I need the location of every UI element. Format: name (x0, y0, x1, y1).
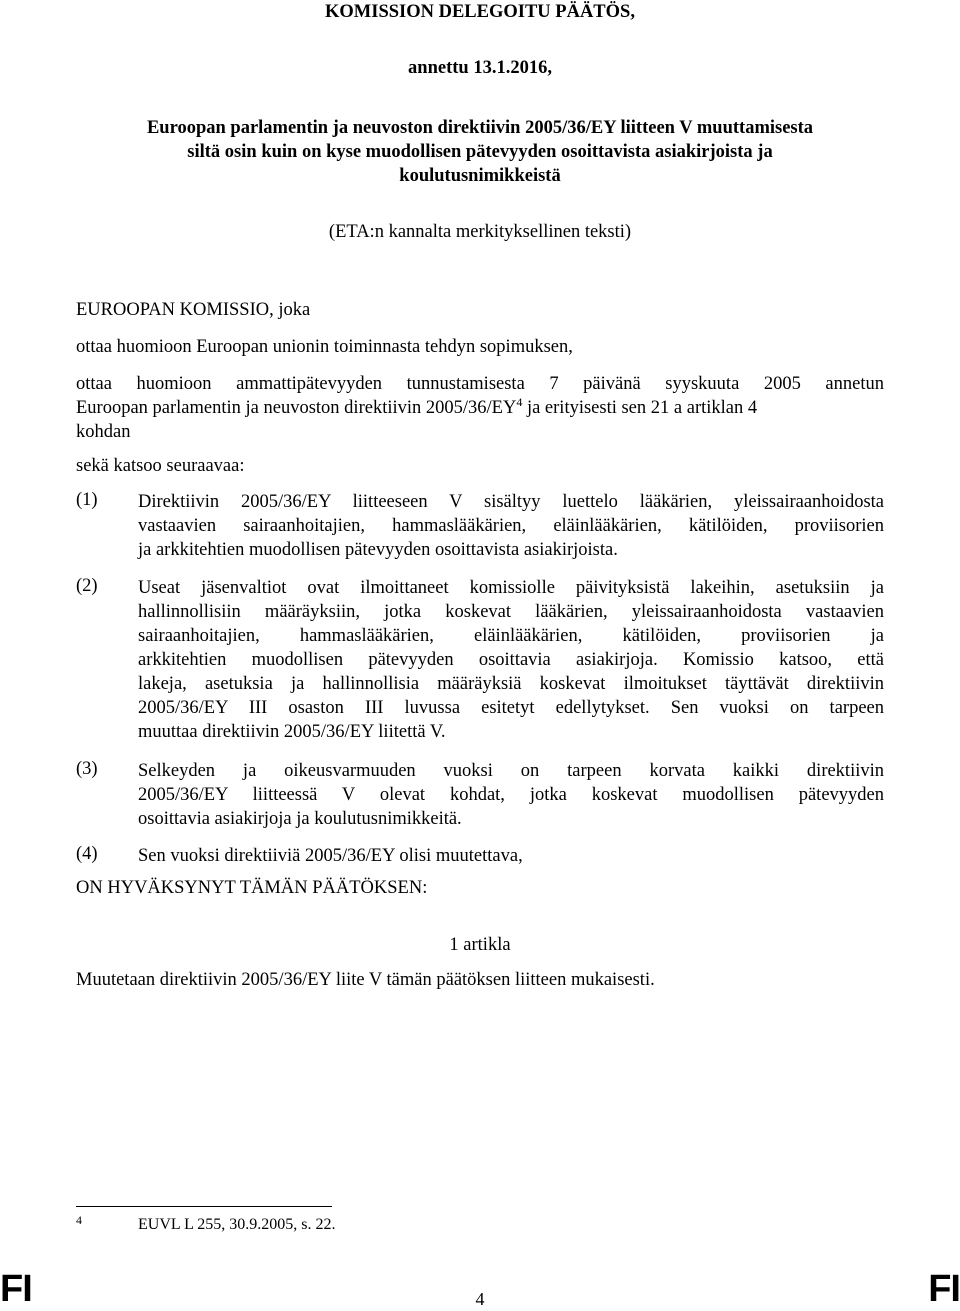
article-heading: 1 artikla (449, 935, 511, 955)
recital-3-line: osoittavia asiakirjoja ja koulutusnimikkeitä. (138, 809, 462, 829)
decision-date: annettu 13.1.2016, (408, 58, 552, 78)
footer-language-left: FI (0, 1268, 32, 1310)
recital-2-line: muuttaa direktiivin 2005/36/EY liitettä V. (138, 722, 446, 742)
recital-4-number: (4) (76, 844, 98, 864)
preamble-directive (76, 372, 884, 444)
recital-3-line: Selkeyden ja oikeusvarmuuden vuoksi on tarpeen korvata kaikki direktiivin (138, 761, 884, 781)
preamble-treaty: ottaa huomioon Euroopan unionin toiminnasta tehdyn sopimuksen, (76, 337, 573, 357)
subject-line-1: Euroopan parlamentin ja neuvoston direktiivin 2005/36/EY liitteen V muuttamisesta (146, 118, 814, 138)
recital-4-text (138, 844, 884, 868)
footer-language-right: FI (928, 1268, 960, 1310)
recital-3-line: 2005/36/EY liitteessä V olevat kohdat, jotka koskevat muodollisen pätevyyden (138, 785, 884, 805)
adopted-statement: ON HYVÄKSYNYT TÄMÄN PÄÄTÖKSEN: (76, 878, 428, 898)
subject-line-2: siltä osin kuin on kyse muodollisen pätevyyden osoittavista asiakirjoista ja (187, 142, 773, 162)
recital-2-line: Useat jäsenvaltiot ovat ilmoittaneet komissiolle päivityksistä lakeihin, asetuksiin ja (138, 578, 884, 598)
recital-1-number: (1) (76, 490, 98, 510)
preamble-directive-line-2 (76, 396, 884, 420)
footnote-text: EUVL L 255, 30.9.2005, s. 22. (138, 1216, 336, 1233)
recital-1-line: ja arkkitehtien muodollisen pätevyyden osoittavista asiakirjoista. (138, 540, 618, 560)
recital-2-text (138, 576, 884, 744)
preamble-directive-line-2b: ja erityisesti sen 21 a artiklan 4 (522, 398, 758, 418)
recital-2-number: (2) (76, 576, 98, 596)
subject-line-3: koulutusnimikkeistä (399, 166, 561, 186)
footnote-reference: 4 (516, 394, 523, 409)
recital-2-line: sairaanhoitajien, hammaslääkärien, eläinlääkärien, kätilöiden, proviisorien ja (138, 626, 884, 646)
recital-2-line: hallinnollisiin määräyksiin, jotka koskevat lääkärien, yleissairaanhoidosta vastaavien (138, 602, 884, 622)
recital-1-text (138, 490, 884, 562)
preamble-directive-line-2a: Euroopan parlamentin ja neuvoston direktiivin 2005/36/EY (76, 398, 517, 418)
recital-1-line: Direktiivin 2005/36/EY liitteeseen V sisältyy luettelo lääkärien, yleissairaanhoidosta (138, 492, 884, 512)
recital-1-line: vastaavien sairaanhoitajien, hammaslääkärien, eläinlääkärien, kätilöiden, proviisorien (138, 516, 884, 536)
footnote-number: 4 (76, 1213, 82, 1227)
preamble-directive-line-1: ottaa huomioon ammattipätevyyden tunnustamisesta 7 päivänä syyskuuta 2005 annetun (76, 374, 884, 394)
recital-3-number: (3) (76, 759, 98, 779)
article-text: Muutetaan direktiivin 2005/36/EY liite V tämän päätöksen liitteen mukaisesti. (76, 970, 655, 990)
eea-relevance-note: (ETA:n kannalta merkityksellinen teksti) (328, 222, 632, 242)
recital-3-text (138, 759, 884, 831)
recital-2-line: 2005/36/EY III osaston III luvussa esitetyt edellytykset. Sen vuoksi on tarpeen (138, 698, 884, 718)
decision-title: KOMISSION DELEGOITU PÄÄTÖS, (325, 2, 635, 22)
recital-2-line: lakeja, asetuksia ja hallinnollisia määräyksiä koskevat ilmoitukset täyttävät direktiivin (138, 674, 884, 694)
recital-4-line: Sen vuoksi direktiiviä 2005/36/EY olisi muutettava, (138, 846, 523, 866)
footnote-separator (76, 1206, 332, 1207)
page-number: 4 (475, 1289, 485, 1309)
whereas-intro: sekä katsoo seuraavaa: (76, 456, 245, 476)
recital-2-line: arkkitehtien muodollisen pätevyyden osoittavia asiakirjoja. Komissio katsoo, että (138, 650, 884, 670)
preamble-directive-line-3: kohdan (76, 422, 131, 442)
preamble-commission: EUROOPAN KOMISSIO, joka (76, 300, 311, 320)
